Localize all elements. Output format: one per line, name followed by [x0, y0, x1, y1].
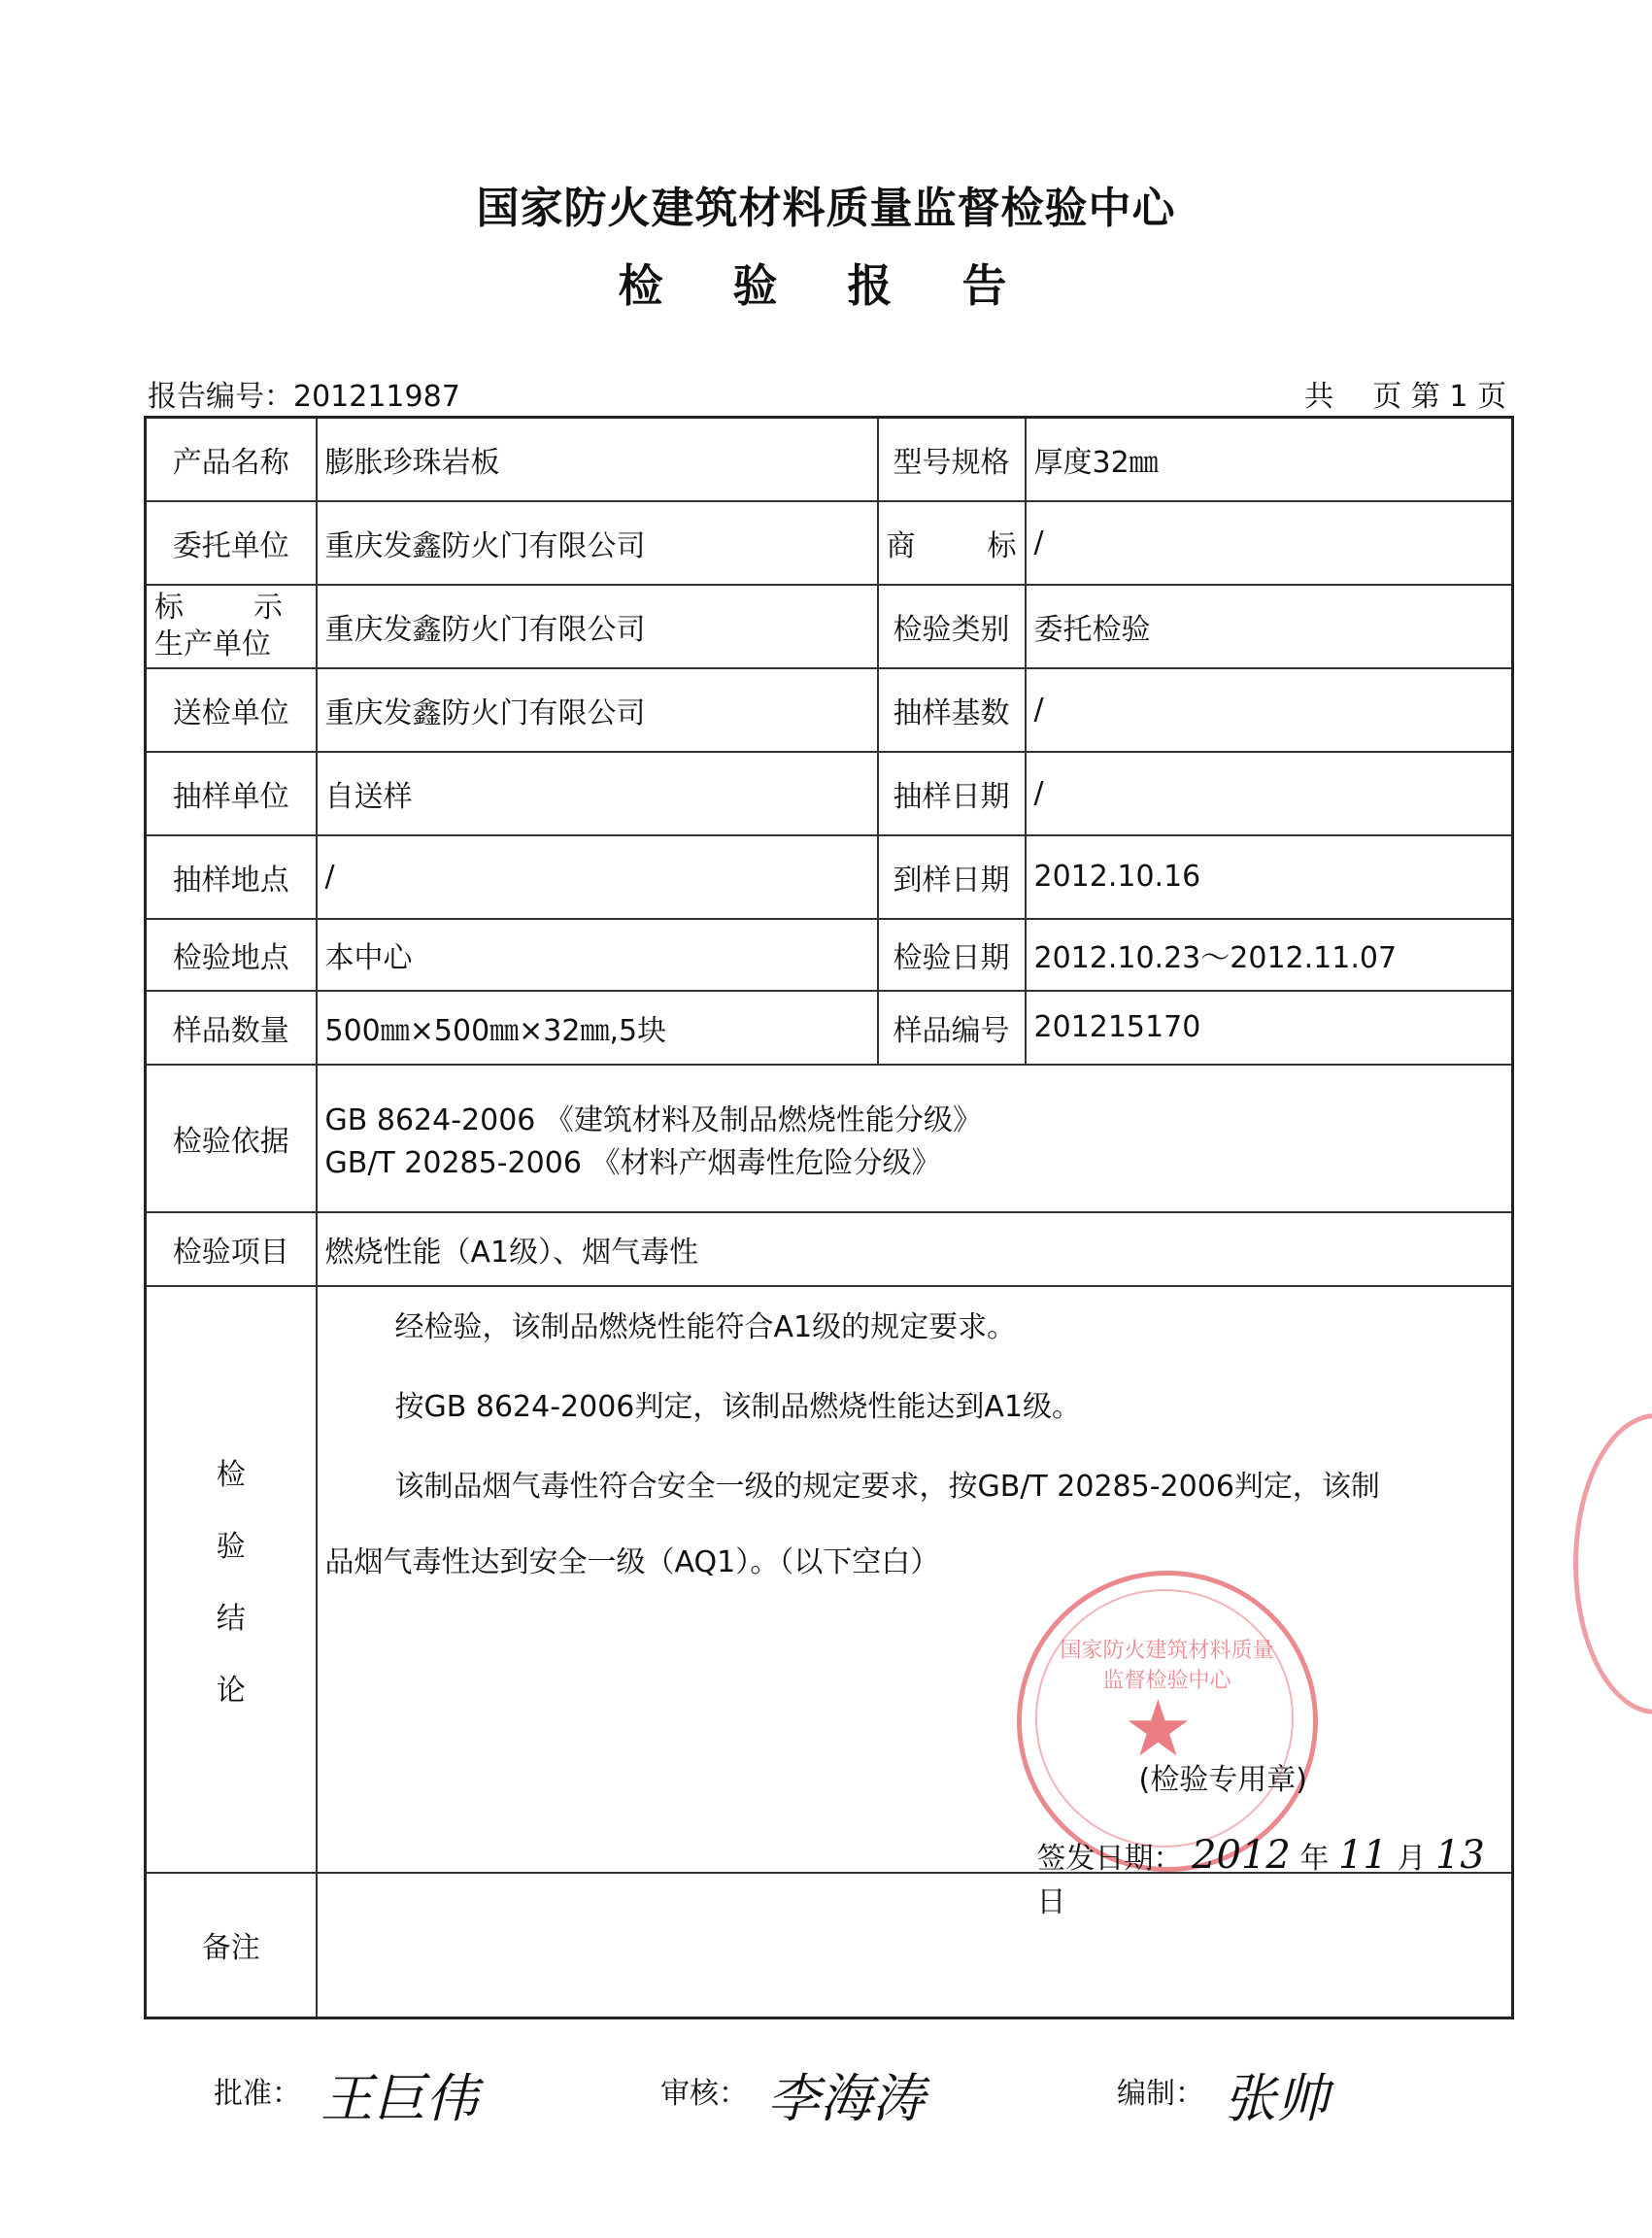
- page-suffix: 页: [1477, 380, 1506, 414]
- sample-qty-label: 样品数量: [146, 991, 317, 1065]
- sender-value: 重庆发鑫防火门有限公司: [317, 668, 878, 752]
- conclusion-label-2: 验: [216, 1529, 246, 1564]
- issue-year-unit: 年: [1299, 1841, 1330, 1876]
- report-number-label: 报告编号：: [148, 380, 293, 414]
- issue-year: 2012: [1192, 1832, 1291, 1878]
- test-type-label: 检验类别: [878, 585, 1026, 668]
- trademark-value: /: [1026, 501, 1513, 585]
- marked-label-1b: 示: [253, 590, 283, 625]
- review-signature: [660, 2057, 925, 2132]
- report-title: 检 验 报 告: [618, 259, 1034, 312]
- conclusion-body: [317, 1286, 1513, 1919]
- page-label: 页 第: [1372, 380, 1440, 414]
- conclusion-p3: 该制品烟气毒性符合安全一级的规定要求，按GB/T 20285-2006判定，该制: [394, 1469, 1380, 1504]
- arrival-date-label: 到样日期: [878, 835, 1026, 919]
- compile-sig: 张帅: [1224, 2068, 1329, 2129]
- table-row: [146, 752, 1513, 835]
- star-icon: ★: [1123, 1682, 1194, 1774]
- client-value: 重庆发鑫防火门有限公司: [317, 501, 878, 585]
- items-label: 检验项目: [146, 1212, 317, 1286]
- arrival-date-value: 2012.10.16: [1026, 835, 1513, 919]
- sample-base-label: 抽样基数: [878, 668, 1026, 752]
- trademark-label: [878, 501, 1026, 585]
- basis-value: [317, 1065, 1513, 1212]
- items-value: 燃烧性能（A1级）、烟气毒性: [317, 1212, 1513, 1286]
- sampling-unit-value: 自送样: [317, 752, 878, 835]
- basis-label: 检验依据: [146, 1065, 317, 1212]
- seal-text: 国家防火建筑材料质量监督检验中心: [1060, 1638, 1274, 1693]
- issue-month: 11: [1337, 1832, 1388, 1878]
- marked-manufacturer-value: 重庆发鑫防火门有限公司: [317, 585, 878, 668]
- conclusion-label-1: 检: [216, 1457, 246, 1492]
- table-row: [146, 1212, 1513, 1286]
- approve-signature: [214, 2057, 478, 2132]
- report-number-value: 201211987: [293, 380, 460, 414]
- trademark-label-2: 标: [987, 528, 1017, 563]
- basis-line-2: GB/T 20285-2006 《材料产烟毒性危险分级》: [324, 1145, 941, 1180]
- partial-seal: [1573, 1413, 1652, 1714]
- sender-label: 送检单位: [146, 668, 317, 752]
- sampling-unit-label: 抽样单位: [146, 752, 317, 835]
- sample-base-value: /: [1026, 668, 1513, 752]
- table-row: [146, 919, 1513, 991]
- compile-signature: [1117, 2057, 1329, 2132]
- issue-day-unit: 日: [1036, 1884, 1066, 1919]
- conclusion-label: [146, 1286, 317, 1873]
- conclusion-label-4: 论: [216, 1673, 246, 1708]
- sampling-date-label: 抽样日期: [878, 752, 1026, 835]
- table-row: [146, 835, 1513, 919]
- official-seal: [1017, 1571, 1318, 1872]
- org-name: 国家防火建筑材料质量监督检验中心: [476, 184, 1176, 233]
- product-name-label: 产品名称: [146, 418, 317, 501]
- basis-line-1: GB 8624-2006 《建筑材料及制品燃烧性能分级》: [324, 1102, 982, 1137]
- sampling-date-value: /: [1026, 752, 1513, 835]
- conclusion-p1: 经检验，该制品燃烧性能符合A1级的规定要求。: [394, 1309, 1017, 1344]
- conclusion-label-3: 结: [216, 1601, 246, 1636]
- issue-day: 13: [1434, 1832, 1485, 1878]
- table-row: [146, 1065, 1513, 1212]
- sample-no-value: 201215170: [1026, 991, 1513, 1065]
- sample-no-label: 样品编号: [878, 991, 1026, 1065]
- table-row: [146, 501, 1513, 585]
- table-row: [146, 418, 1513, 501]
- marked-manufacturer-label: [146, 585, 317, 668]
- conclusion-p4: 品烟气毒性达到安全一级（AQ1）。（以下空白）: [324, 1544, 940, 1579]
- approve-sig: 王巨伟: [320, 2068, 478, 2129]
- pages-total-label: 共: [1304, 380, 1334, 414]
- test-date-value: 2012.10.23～2012.11.07: [1026, 919, 1513, 991]
- model-label: 型号规格: [878, 418, 1026, 501]
- sampling-place-label: 抽样地点: [146, 835, 317, 919]
- issue-date: [1037, 1833, 1504, 1920]
- table-row: [146, 1286, 1513, 1873]
- review-label: 审核：: [660, 2077, 748, 2111]
- conclusion-p2: 按GB 8624-2006判定，该制品燃烧性能达到A1级。: [394, 1389, 1081, 1424]
- test-type-value: 委托检验: [1026, 585, 1513, 668]
- product-name-value: 膨胀珍珠岩板: [317, 418, 878, 501]
- table-row: [146, 585, 1513, 668]
- issue-date-label: 签发日期：: [1036, 1841, 1183, 1876]
- page-number-value: 1: [1449, 380, 1468, 414]
- test-place-label: 检验地点: [146, 919, 317, 991]
- report-table: [144, 416, 1514, 2019]
- seal-label: (检验专用章): [1138, 1762, 1307, 1797]
- review-sig: 李海涛: [767, 2068, 925, 2129]
- issue-month-unit: 月: [1397, 1841, 1427, 1876]
- test-place-value: 本中心: [317, 919, 878, 991]
- compile-label: 编制：: [1117, 2077, 1204, 2111]
- marked-label-1a: 标: [154, 590, 184, 625]
- trademark-label-1: 商: [886, 528, 916, 563]
- report-number: [148, 372, 460, 415]
- remarks-label: 备注: [146, 1873, 317, 2018]
- table-row: [146, 991, 1513, 1065]
- marked-label-2: 生产单位: [154, 627, 271, 661]
- test-date-label: 检验日期: [878, 919, 1026, 991]
- approve-label: 批准：: [214, 2077, 301, 2111]
- model-value: 厚度32㎜: [1026, 418, 1513, 501]
- sampling-place-value: /: [317, 835, 878, 919]
- table-row: [146, 668, 1513, 752]
- page-number: [1304, 372, 1506, 415]
- sample-qty-value: 500㎜×500㎜×32㎜,5块: [317, 991, 878, 1065]
- client-label: 委托单位: [146, 501, 317, 585]
